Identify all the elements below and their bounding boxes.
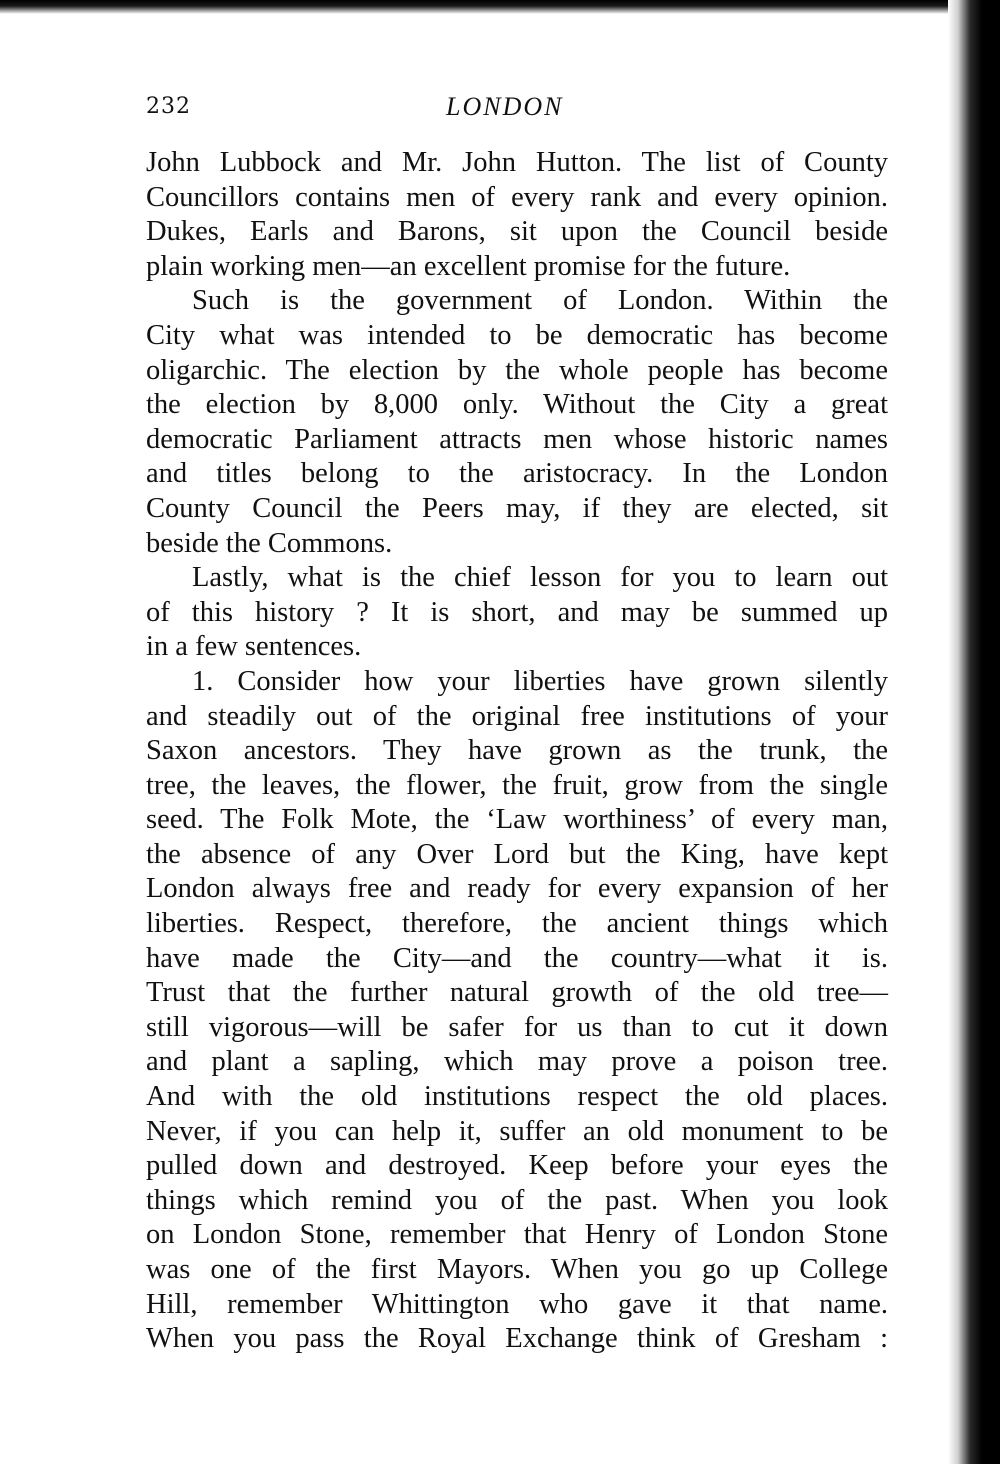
text-line: Dukes, Earls and Barons, sit upon the Council beside <box>146 216 888 248</box>
scan-edge-right <box>948 0 1000 1464</box>
running-title: LONDON <box>446 92 564 121</box>
text-line: Never, if you can help it, suffer an old monument to be <box>146 1115 888 1147</box>
text-line: County Council the Peers may, if they are elected, sit <box>146 492 888 524</box>
text-line: Lastly, what is the chief lesson for you to learn out <box>192 562 888 594</box>
scan-edge-top <box>0 0 1000 14</box>
text-line: Trust that the further natural growth of the old tree— <box>146 977 888 1009</box>
text-line: liberties. Respect, therefore, the ancient things which <box>146 908 888 940</box>
text-line: things which remind you of the past. When you look <box>146 1184 888 1216</box>
text-line: Hill, remember Whittington who gave it that name. <box>146 1288 888 1320</box>
text-line: and plant a sapling, which may prove a poison tree. <box>146 1046 888 1078</box>
text-line: plain working men—an excellent promise for the future. <box>146 250 791 282</box>
text-line: oligarchic. The election by the whole people has become <box>146 354 888 386</box>
text-line: seed. The Folk Mote, the ‘Law worthiness’ of every man, <box>146 804 888 836</box>
text-line: pulled down and destroyed. Keep before your eyes the <box>146 1150 888 1182</box>
text-line: democratic Parliament attracts men whose historic names <box>146 423 888 455</box>
text-line: Saxon ancestors. They have grown as the trunk, the <box>146 735 888 767</box>
text-line: was one of the first Mayors. When you go up College <box>146 1254 888 1285</box>
text-line: And with the old institutions respect the old places. <box>146 1081 888 1113</box>
body-text <box>146 146 888 1357</box>
text-line: Councillors contains men of every rank and every opinion. <box>146 181 888 213</box>
text-line: and titles belong to the aristocracy. In the London <box>146 458 888 490</box>
text-line: have made the City—and the country—what it is. <box>146 942 888 974</box>
text-line: the absence of any Over Lord but the King, have kept <box>146 838 888 870</box>
text-line: in a few sentences. <box>146 631 362 663</box>
text-line: the election by 8,000 only. Without the City a great <box>146 389 888 421</box>
text-line: and steadily out of the original free institutions of your <box>146 700 888 732</box>
text-line: beside the Commons. <box>146 527 393 559</box>
text-line: City what was intended to be democratic has become <box>146 319 888 351</box>
text-line: 1. Consider how your liberties have grown silently <box>192 665 888 697</box>
page-number: 232 <box>146 94 191 119</box>
running-head <box>146 88 888 128</box>
text-line: of this history ? It is short, and may be summed up <box>146 596 888 628</box>
text-line: Such is the government of London. Within the <box>192 285 888 317</box>
text-line: on London Stone, remember that Henry of London Stone <box>146 1219 888 1251</box>
text-line: London always free and ready for every expansion of her <box>146 873 888 905</box>
text-line: tree, the leaves, the flower, the fruit, grow from the single <box>146 769 888 801</box>
text-line: John Lubbock and Mr. John Hutton. The list of County <box>146 147 888 178</box>
text-line: When you pass the Royal Exchange think of Gresham : <box>146 1323 888 1355</box>
text-line: still vigorous—will be safer for us than to cut it down <box>146 1011 888 1043</box>
